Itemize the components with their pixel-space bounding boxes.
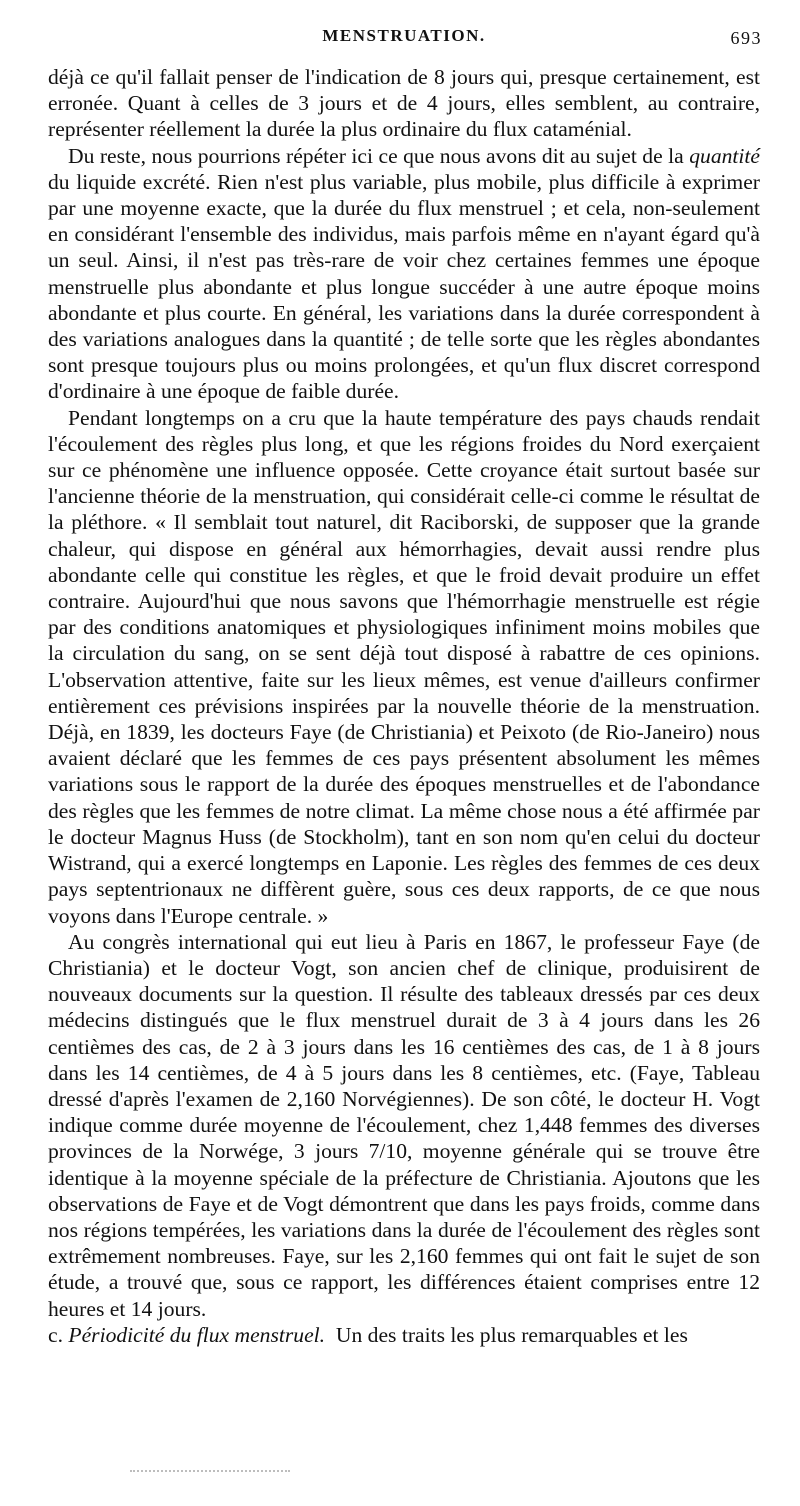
print-smudge	[130, 1470, 290, 1474]
page-number: 693	[730, 28, 762, 48]
paragraph-4: Au congrès international qui eut lieu à Paris en 1867, le professeur Faye (de Christiania) et le docteur Vogt, son ancien chef de clinique, produisirent de nouveaux documents sur la question. Il résulte des tableaux dressés par ces deux médecins distingués que le flux menstruel durait de 3 à 4 jours dans les 26 centièmes des cas, de 2 à 3 jours dans les 16 centièmes des cas, de 1 à 8 jours dans les 14 centièmes, de 4 à 5 jours dans les 8 centièmes, etc. (Faye, Tableau dressé d'après l'examen de 2,160 Norvégiennes). De son côté, le docteur H. Vogt indique comme durée moyenne de l'écoulement, chez 1,448 femmes des diverses provinces de la Norwége, 3 jours 7/10, moyenne générale qui se trouve être identique à la moyenne spéciale de la préfecture de Christiania. Ajoutons que les observations de Faye et de Vogt démontrent que dans les pays froids, comme dans nos régions tempérées, les variations dans la durée de l'écoulement des règles sont extrêmement nombreuses. Faye, sur les 2,160 femmes qui ont fait le sujet de son étude, a trouvé que, sous ce rapport, les différences étaient comprises entre 12 heures et 14 jours.	[48, 929, 760, 1321]
section-title: Périodicité du flux menstruel.	[68, 1322, 326, 1347]
section-text: Un des traits les plus remarquables et les	[335, 1322, 688, 1347]
running-title: MENSTRUATION.	[322, 26, 486, 45]
paragraph-2-text-after: du liquide excrété. Rien n'est plus variable, plus mobile, plus difficile à exprimer par une moyenne exacte, que la durée du flux menstruel ; et cela, non-seulement en considérant l'ensemble des individus, mais parfois même en n'ayant égard qu'à un seul. Ainsi, il n'est pas très-rare de voir chez certaines femmes une époque menstruelle plus abondante et plus longue succéder à une autre époque moins abondante et plus courte. En général, les variations dans la durée correspondent à des variations analogues dans la quantité ; de telle sorte que les règles abondantes sont presque toujours plus ou moins prolongées, et qu'un flux discret correspond d'ordinaire à une époque de faible durée.	[48, 169, 760, 404]
paragraph-1: déjà ce qu'il fallait penser de l'indication de 8 jours qui, presque certainement, est erronée. Quant à celles de 3 jours et de 4 jours, elles semblent, au contraire, représenter réellement la durée la plus ordinaire du flux cataménial.	[48, 65, 760, 142]
page	[48, 26, 760, 1348]
section-letter: c.	[48, 1322, 63, 1347]
body-text	[48, 64, 760, 1348]
emphasized-term-quantite: quantité	[689, 143, 760, 168]
running-head	[48, 26, 760, 56]
paragraph-3: Pendant longtemps on a cru que la haute température des pays chauds rendait l'écoulement des règles plus long, et que les régions froides du Nord exerçaient sur ce phénomène une influence opposée. Cette croyance était surtout basée sur l'ancienne théorie de la menstruation, qui considérait celle-ci comme le résultat de la pléthore. « Il semblait tout naturel, dit Raciborski, de supposer que la grande chaleur, qui dispose en général aux hémorrhagies, devait aussi rendre plus abondante celle qui constitue les règles, et que le froid devait produire un effet contraire. Aujourd'hui que nous savons que l'hémorrhagie menstruelle est régie par des conditions anatomiques et physiologiques infiniment moins mobiles que la circulation du sang, on se sent déjà tout disposé à rabattre de ces opinions. L'observation attentive, faite sur les lieux mêmes, est venue d'ailleurs confirmer entièrement ces prévisions inspirées par la nouvelle théorie de la menstruation. Déjà, en 1839, les docteurs Faye (de Christiania) et Peixoto (de Rio-Janeiro) nous avaient déclaré que les femmes de ces pays présentent absolument les mêmes variations sous le rapport de la durée des époques menstruelles et de l'abondance des règles que les femmes de notre climat. La même chose nous a été affirmée par le docteur Magnus Huss (de Stockholm), tant en son nom qu'en celui du docteur Wistrand, qui a exercé longtemps en Laponie. Les règles des femmes de ces deux pays septentrionaux ne diffèrent guère, sous ces deux rapports, de ce que nous voyons dans l'Europe centrale. »	[48, 405, 760, 928]
paragraph-2-text-before: Du reste, nous pourrions répéter ici ce que nous avons dit au sujet de la	[68, 143, 690, 168]
paragraph-2	[48, 143, 760, 405]
section-heading-periodicite	[48, 1322, 760, 1348]
